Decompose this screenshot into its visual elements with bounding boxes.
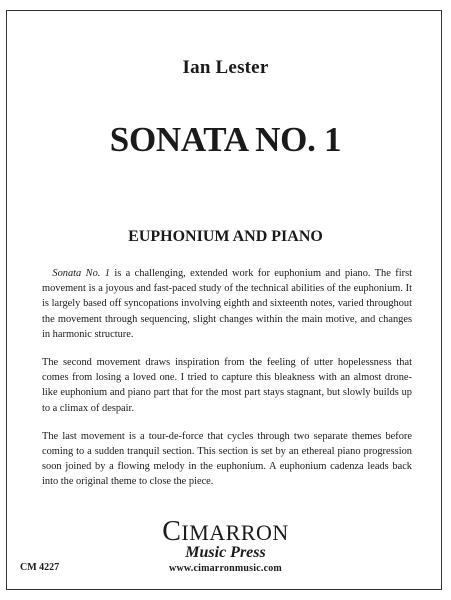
notes-title-italic: Sonata No. 1 [52,268,110,279]
notes-paragraph-3: The last movement is a tour-de-force that cycles through two separate themes before coming to a sudden tranquil section. This section is set by an ethereal piano progression soon joined by a flowing melody in the euphonium. A euphonium cadenza leads back into the original theme to close the piece. [42,430,412,488]
notes-paragraph-1-text: is a challenging, extended work for euphonium and piano. The first movement is a joyous and fast-paced study of the technical abilities of the euphonium. It is largely based off syncopations involving eighth and sixteenth notes, varied throughout the movement through sequencing, slight changes within the main motive, and changes in harmonic structure. [42,268,412,340]
publisher-logo-wordmark [0,516,451,547]
catalog-number: CM 4227 [20,562,60,573]
piece-title: SONATA NO. 1 [109,120,342,159]
publisher-logo [0,516,451,561]
composer-name: Ian Lester [182,57,269,78]
notes-paragraph-1 [42,266,412,342]
publisher-website: www.cimarronmusic.com [169,563,282,574]
publisher-logo-subtitle: Music Press [185,544,266,561]
publisher-logo-initial: C [162,516,182,547]
notes-paragraph-2: The second movement draws inspiration from the feeling of utter hopelessness that comes from losing a loved one. I tried to capture this bleakness with an almost drone-like euphonium and piano part that for the most part stays stagnant, but slowly builds up to a climax of despair. [42,357,412,414]
publisher-logo-rest: IMARRON [181,520,289,545]
program-notes [42,266,412,503]
instrumentation: EUPHONIUM AND PIANO [128,228,323,245]
